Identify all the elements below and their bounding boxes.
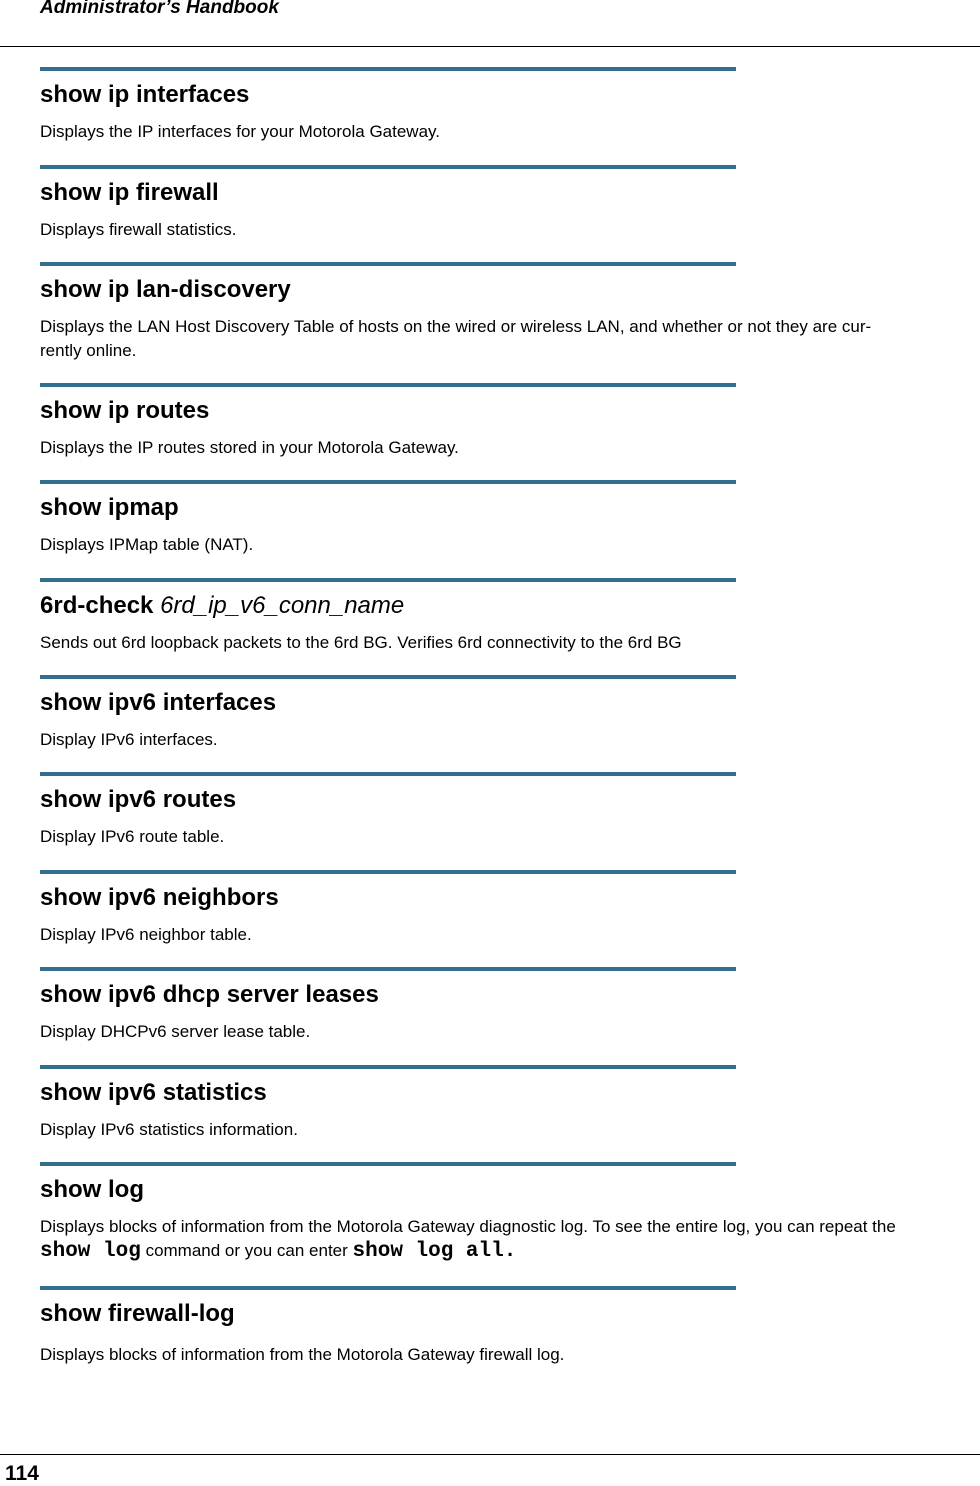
command-title: show firewall-log xyxy=(40,1300,235,1327)
command-description xyxy=(40,1215,975,1264)
command-title: show ip firewall xyxy=(40,179,219,206)
section-rule xyxy=(40,772,736,776)
description-line: Displays blocks of information from the Motorola Gateway diagnostic log. To see the entire log, you can repeat the xyxy=(40,1217,896,1236)
entry-show-ipv6-neighbors xyxy=(40,870,975,967)
command-description: Display IPv6 interfaces. xyxy=(40,730,218,749)
command-name: 6rd-check xyxy=(40,592,154,619)
command-title: show log xyxy=(40,1176,144,1203)
entry-show-ip-interfaces xyxy=(40,67,975,165)
section-rule xyxy=(40,383,736,387)
command-title: show ipv6 routes xyxy=(40,786,237,813)
command-description: Display IPv6 neighbor table. xyxy=(40,925,252,944)
entry-show-ip-lan-discovery xyxy=(40,262,975,383)
entry-show-log xyxy=(40,1162,975,1286)
section-rule xyxy=(40,1286,736,1290)
command-title: show ipv6 statistics xyxy=(40,1079,267,1106)
entry-show-ip-firewall xyxy=(40,165,975,262)
entry-show-ipv6-dhcp-server-leases xyxy=(40,967,975,1065)
description-line: Displays the LAN Host Discovery Table of hosts on the wired or wireless LAN, and whether or not they are cur- xyxy=(40,317,872,336)
command-title: show ip interfaces xyxy=(40,81,250,108)
command-title: show ipv6 dhcp server leases xyxy=(40,981,379,1008)
command-description: Display IPv6 route table. xyxy=(40,827,225,846)
section-rule xyxy=(40,967,736,971)
section-rule xyxy=(40,262,736,266)
command-title: show ipmap xyxy=(40,494,179,521)
command-title xyxy=(40,591,975,621)
command-description: Displays the IP routes stored in your Motorola Gateway. xyxy=(40,438,459,457)
entry-show-ipv6-routes xyxy=(40,772,975,870)
section-rule xyxy=(40,165,736,169)
section-rule xyxy=(40,1162,736,1166)
description-line: rently online. xyxy=(40,341,137,360)
running-header: Administrator’s Handbook xyxy=(40,0,279,18)
header-divider xyxy=(0,46,980,47)
entry-show-ipv6-statistics xyxy=(40,1065,975,1162)
entry-6rd-check xyxy=(40,578,975,675)
command-title: show ipv6 interfaces xyxy=(40,689,277,716)
command-title: show ipv6 neighbors xyxy=(40,884,279,911)
section-rule xyxy=(40,578,736,582)
command-description: Displays the IP interfaces for your Motorola Gateway. xyxy=(40,122,440,141)
section-rule xyxy=(40,480,736,484)
section-rule xyxy=(40,1065,736,1069)
section-rule xyxy=(40,67,736,71)
command-description xyxy=(40,315,975,363)
entry-show-ip-routes xyxy=(40,383,975,480)
section-rule xyxy=(40,675,736,679)
command-description: Display IPv6 statistics information. xyxy=(40,1120,298,1139)
command-list xyxy=(40,67,975,1384)
command-description: Displays IPMap table (NAT). xyxy=(40,535,254,554)
description-text: command or you can enter xyxy=(145,1241,348,1260)
inline-command: show log all. xyxy=(352,1240,517,1263)
section-rule xyxy=(40,870,736,874)
command-description: Display DHCPv6 server lease table. xyxy=(40,1022,311,1041)
page-number: 114 xyxy=(5,1462,39,1485)
entry-show-firewall-log xyxy=(40,1286,975,1384)
entry-show-ipv6-interfaces xyxy=(40,675,975,772)
command-description: Displays firewall statistics. xyxy=(40,220,237,239)
command-title: show ip routes xyxy=(40,397,210,424)
command-title: show ip lan-discovery xyxy=(40,276,291,303)
footer-divider xyxy=(0,1454,980,1455)
command-parameter: 6rd_ip_v6_conn_name xyxy=(160,592,405,619)
command-description: Displays blocks of information from the Motorola Gateway firewall log. xyxy=(40,1345,565,1364)
entry-show-ipmap xyxy=(40,480,975,578)
command-description: Sends out 6rd loopback packets to the 6rd BG. Verifies 6rd connectivity to the 6rd BG xyxy=(40,633,682,652)
inline-command: show log xyxy=(40,1240,141,1263)
